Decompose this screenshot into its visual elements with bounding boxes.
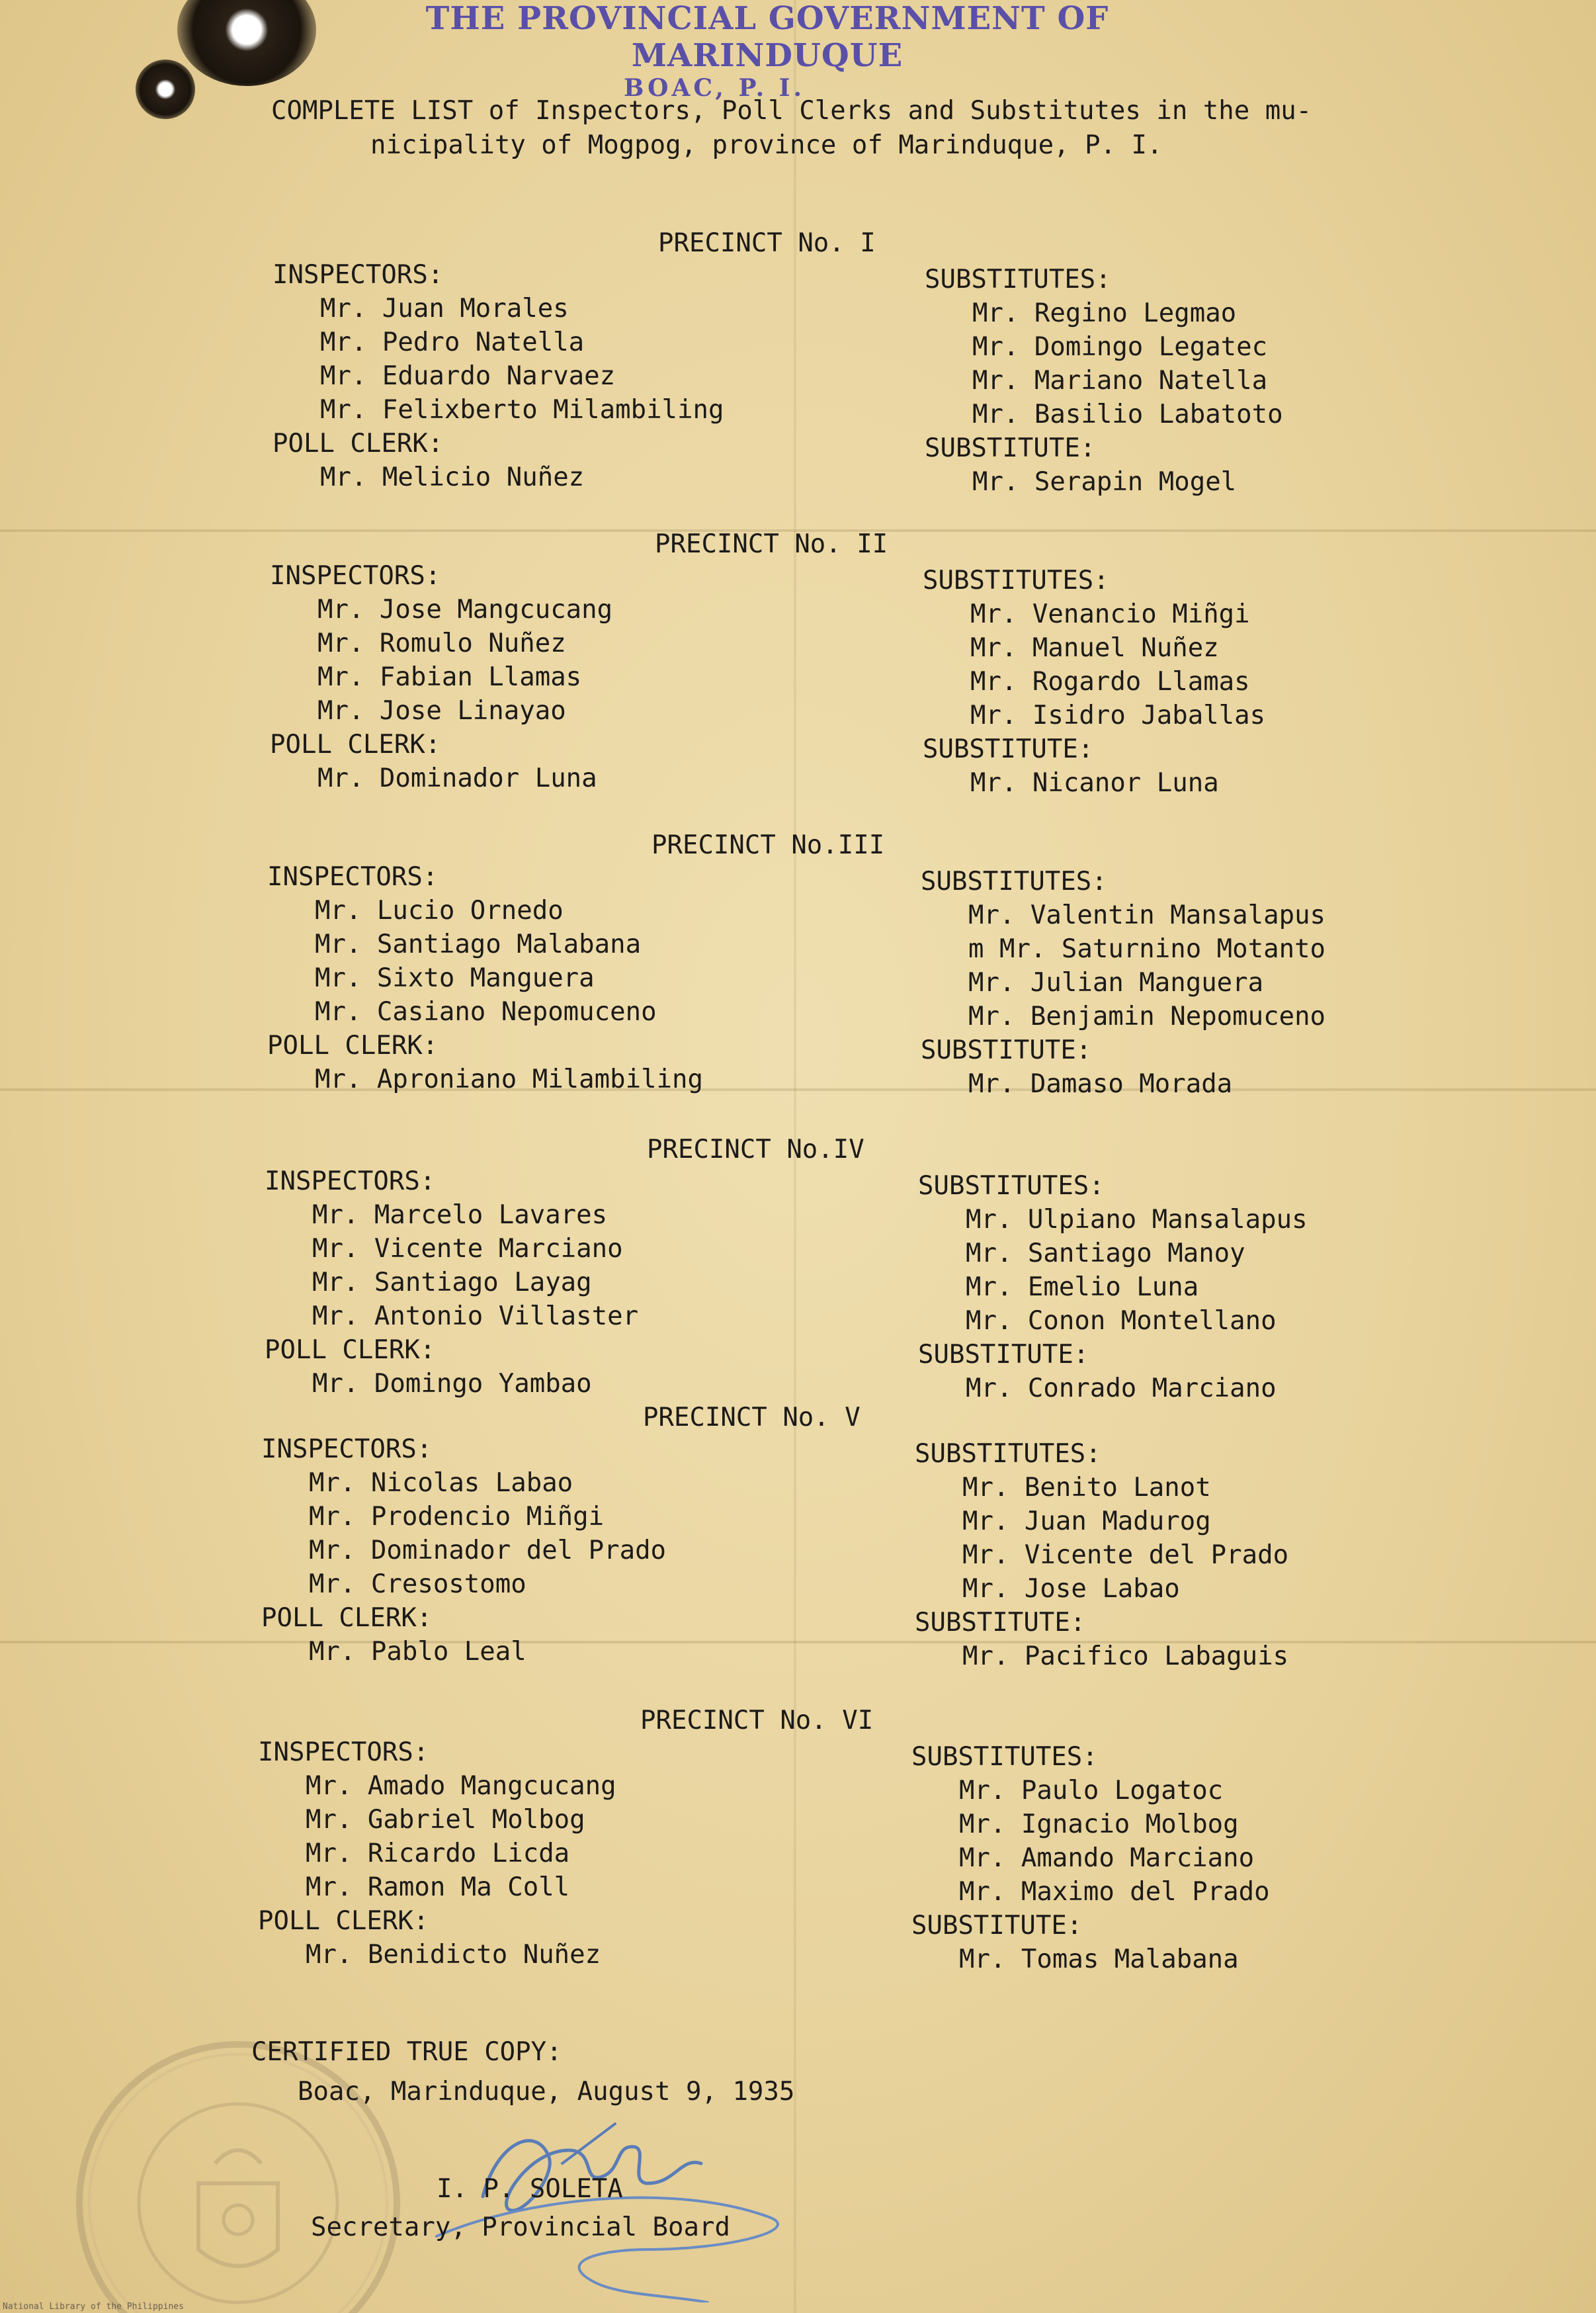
letterhead-stamp xyxy=(370,0,1164,102)
substitute-name: Mr. Ignacio Molbog xyxy=(959,1810,1239,1839)
substitute-name: Mr. Basilio Labatoto xyxy=(972,400,1283,429)
substitutes-column xyxy=(911,1740,1507,1976)
substitute-label: SUBSTITUTE: xyxy=(915,1608,1086,1637)
inspectors-column xyxy=(267,860,862,1096)
substitute-name: Mr. Benjamin Nepomuceno xyxy=(968,1002,1326,1031)
precinct-heading: PRECINCT No. II xyxy=(655,529,888,559)
inspectors-label: INSPECTORS: xyxy=(270,561,441,591)
substitute-label: SUBSTITUTE: xyxy=(923,734,1094,764)
cert-heading: CERTIFIED TRUE COPY: xyxy=(251,2037,562,2067)
substitutes-column xyxy=(915,1437,1510,1673)
substitute-name: Mr. Paulo Logatoc xyxy=(959,1776,1224,1806)
inspector-name: Mr. Jose Linayao xyxy=(317,696,566,726)
substitute-name: Mr. Venancio Miñgi xyxy=(970,599,1250,629)
substitute-name: Mr. Valentin Mansalapus xyxy=(968,900,1326,930)
inspector-name: Mr. Marcelo Lavares xyxy=(312,1200,608,1230)
inspector-name: Mr. Santiago Malabana xyxy=(315,930,642,959)
substitute-name: Mr. Mariano Natella xyxy=(972,366,1268,396)
title-line2: nicipality of Mogpog, province of Marinduque, P. I. xyxy=(370,130,1163,160)
poll-clerk-label: POLL CLERK: xyxy=(258,1906,429,1936)
archive-footer: National Library of the Philippines xyxy=(3,2302,184,2312)
precinct-heading: PRECINCT No. I xyxy=(658,228,876,258)
document-title xyxy=(271,94,1409,163)
poll-clerk-label: POLL CLERK: xyxy=(273,429,444,458)
inspector-name: Mr. Prodencio Miñgi xyxy=(309,1502,605,1532)
precinct-heading: PRECINCT No.IV xyxy=(647,1135,864,1164)
inspector-name: Mr. Nicolas Labao xyxy=(309,1468,573,1498)
inspectors-label: INSPECTORS: xyxy=(267,862,439,892)
inspectors-column xyxy=(261,1432,857,1669)
cert-place-date: Boac, Marinduque, August 9, 1935 xyxy=(298,2077,795,2107)
poll-clerk-label: POLL CLERK: xyxy=(261,1603,433,1633)
inspector-name: Mr. Gabriel Molbog xyxy=(306,1805,585,1835)
inspectors-label: INSPECTORS: xyxy=(273,260,444,290)
inspector-name: Mr. Fabian Llamas xyxy=(317,662,582,692)
substitute-name: Mr. Ulpiano Mansalapus xyxy=(966,1205,1308,1235)
inspector-name: Mr. Sixto Manguera xyxy=(315,963,595,993)
substitute-name: Mr. Regino Legmao xyxy=(972,298,1237,328)
precinct-heading: PRECINCT No.III xyxy=(651,830,885,860)
inspectors-label: INSPECTORS: xyxy=(261,1434,433,1464)
poll-clerk-name: Mr. Domingo Yambao xyxy=(312,1369,592,1399)
inspector-name: Mr. Vicente Marciano xyxy=(312,1234,623,1264)
inspector-name: Mr. Pedro Natella xyxy=(320,327,585,357)
inspectors-label: INSPECTORS: xyxy=(265,1166,436,1196)
inspector-name: Mr. Cresostomo xyxy=(309,1569,526,1599)
substitutes-column xyxy=(918,1169,1513,1405)
inspector-name: Mr. Eduardo Narvaez xyxy=(320,361,616,391)
substitute-name: Mr. Maximo del Prado xyxy=(959,1877,1270,1907)
substitute-name: m Mr. Saturnino Motanto xyxy=(968,934,1326,964)
poll-clerk-name: Mr. Melicio Nuñez xyxy=(320,462,585,492)
inspector-name: Mr. Amado Mangcucang xyxy=(306,1771,616,1801)
poll-clerk-name: Mr. Benidicto Nuñez xyxy=(306,1940,601,1970)
single-substitute-name: Mr. Conrado Marciano xyxy=(966,1374,1277,1403)
inspectors-column xyxy=(270,559,865,795)
title-line1: COMPLETE LIST of Inspectors, Poll Clerks and Substitutes in the mu- xyxy=(271,96,1312,126)
inspector-name: Mr. Felixberto Milambiling xyxy=(320,395,724,425)
inspector-name: Mr. Lucio Ornedo xyxy=(315,896,564,926)
substitutes-column xyxy=(921,865,1516,1101)
substitute-name: Mr. Emelio Luna xyxy=(966,1272,1199,1302)
burn-hole xyxy=(136,60,195,119)
substitute-label: SUBSTITUTE: xyxy=(921,1035,1092,1065)
single-substitute-name: Mr. Pacifico Labaguis xyxy=(962,1641,1289,1671)
inspector-name: Mr. Ricardo Licda xyxy=(306,1839,570,1868)
burn-hole xyxy=(177,0,316,86)
substitute-label: SUBSTITUTE: xyxy=(918,1340,1089,1370)
precinct-heading: PRECINCT No. V xyxy=(643,1403,861,1432)
substitutes-label: SUBSTITUTES: xyxy=(911,1742,1098,1772)
inspector-name: Mr. Jose Mangcucang xyxy=(317,595,613,625)
inspector-name: Mr. Ramon Ma Coll xyxy=(306,1872,570,1902)
inspector-name: Mr. Romulo Nuñez xyxy=(317,629,566,658)
substitute-name: Mr. Juan Madurog xyxy=(962,1506,1211,1536)
inspectors-column xyxy=(265,1164,860,1401)
signatory-name: I. P. SOLETA xyxy=(437,2174,623,2204)
substitute-name: Mr. Domingo Legatec xyxy=(972,332,1268,362)
substitute-name: Mr. Santiago Manoy xyxy=(966,1239,1245,1268)
single-substitute-name: Mr. Tomas Malabana xyxy=(959,1944,1239,1974)
single-substitute-name: Mr. Serapin Mogel xyxy=(972,467,1237,497)
poll-clerk-label: POLL CLERK: xyxy=(265,1335,436,1365)
substitute-name: Mr. Isidro Jaballas xyxy=(970,701,1266,730)
substitutes-label: SUBSTITUTES: xyxy=(915,1439,1101,1469)
substitutes-label: SUBSTITUTES: xyxy=(918,1171,1105,1201)
signatory-position: Secretary, Provincial Board xyxy=(311,2212,730,2242)
poll-clerk-name: Mr. Dominador Luna xyxy=(317,764,597,793)
substitutes-column xyxy=(925,263,1520,499)
substitute-name: Mr. Julian Manguera xyxy=(968,968,1264,998)
inspector-name: Mr. Casiano Nepomuceno xyxy=(315,997,657,1027)
inspector-name: Mr. Antonio Villaster xyxy=(312,1301,639,1331)
substitute-label: SUBSTITUTE: xyxy=(925,433,1096,463)
substitute-name: Mr. Rogardo Llamas xyxy=(970,667,1250,697)
poll-clerk-label: POLL CLERK: xyxy=(267,1031,439,1061)
inspector-name: Mr. Santiago Layag xyxy=(312,1268,592,1297)
inspectors-label: INSPECTORS: xyxy=(258,1737,429,1767)
substitute-name: Mr. Conon Montellano xyxy=(966,1306,1277,1336)
poll-clerk-label: POLL CLERK: xyxy=(270,730,441,760)
letterhead-line1: THE PROVINCIAL GOVERNMENT OF MARINDUQUE xyxy=(425,0,1109,74)
substitutes-column xyxy=(923,564,1518,800)
precinct-heading: PRECINCT No. VI xyxy=(640,1706,874,1735)
inspectors-column xyxy=(258,1735,853,1972)
substitute-name: Mr. Amando Marciano xyxy=(959,1843,1255,1873)
signatory-block xyxy=(311,2170,730,2247)
inspectors-column xyxy=(273,258,868,494)
inspector-name: Mr. Juan Morales xyxy=(320,294,569,324)
substitute-label: SUBSTITUTE: xyxy=(911,1911,1083,1941)
letterhead-line2: BOAC, P. I. xyxy=(623,74,806,102)
substitute-name: Mr. Benito Lanot xyxy=(962,1473,1211,1503)
substitute-name: Mr. Vicente del Prado xyxy=(962,1540,1289,1570)
substitutes-label: SUBSTITUTES: xyxy=(921,867,1107,896)
single-substitute-name: Mr. Nicanor Luna xyxy=(970,768,1219,798)
substitutes-label: SUBSTITUTES: xyxy=(923,566,1109,595)
poll-clerk-name: Mr. Aproniano Milambiling xyxy=(315,1065,703,1094)
substitute-name: Mr. Manuel Nuñez xyxy=(970,633,1219,663)
poll-clerk-name: Mr. Pablo Leal xyxy=(309,1637,526,1667)
inspector-name: Mr. Dominador del Prado xyxy=(309,1536,667,1565)
single-substitute-name: Mr. Damaso Morada xyxy=(968,1069,1233,1099)
substitute-name: Mr. Jose Labao xyxy=(962,1574,1180,1604)
substitutes-label: SUBSTITUTES: xyxy=(925,265,1111,294)
